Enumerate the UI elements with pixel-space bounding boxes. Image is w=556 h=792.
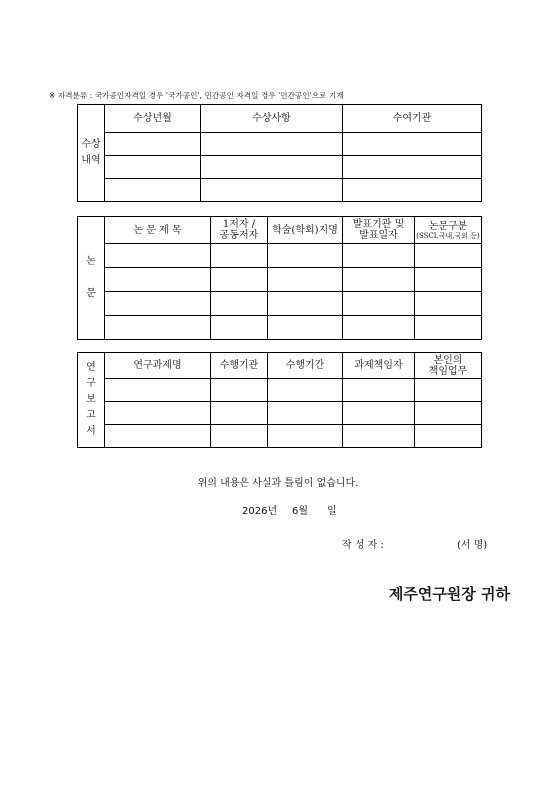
papers-header-cell: 학술(학회)지명 — [268, 217, 343, 244]
papers-header-cell: 논문구분 (SSCI,국내,국외 등) — [415, 217, 482, 244]
table-row — [78, 379, 482, 402]
awards-cell[interactable] — [105, 133, 201, 156]
table-row — [78, 316, 482, 340]
papers-cell[interactable] — [415, 316, 482, 340]
table-row — [78, 179, 482, 202]
date-month: 6월 — [292, 506, 309, 517]
awards-cell[interactable] — [201, 179, 343, 202]
reports-cell[interactable] — [211, 379, 268, 402]
awards-table — [77, 104, 482, 202]
reports-cell[interactable] — [211, 425, 268, 448]
addressee: 제주연구원장 귀하 — [388, 585, 510, 603]
reports-cell[interactable] — [268, 402, 343, 425]
reports-header-cell: 수행기관 — [211, 353, 268, 379]
papers-cell[interactable] — [105, 268, 211, 292]
classification-note: ※ 자격분류 : 국가공인자격일 경우 '국가공인', 민간공인 자격일 경우 '민간공인'으로 기재 — [49, 91, 344, 100]
awards-side-label: 수상 내역 — [78, 105, 105, 202]
reports-cell[interactable] — [415, 379, 482, 402]
table-row — [78, 156, 482, 179]
papers-cell[interactable] — [343, 244, 415, 268]
reports-cell[interactable] — [268, 425, 343, 448]
papers-cell[interactable] — [211, 316, 268, 340]
papers-cell[interactable] — [268, 292, 343, 316]
table-row — [78, 402, 482, 425]
reports-cell[interactable] — [105, 425, 211, 448]
papers-cell[interactable] — [415, 292, 482, 316]
reports-cell[interactable] — [343, 425, 415, 448]
papers-side-label: 논 문 — [78, 217, 105, 340]
reports-cell[interactable] — [268, 379, 343, 402]
awards-cell[interactable] — [343, 179, 482, 202]
awards-header-cell: 수상사항 — [201, 105, 343, 133]
awards-cell[interactable] — [105, 179, 201, 202]
author-label: 작 성 자 : — [342, 540, 384, 551]
date-year: 2026년 — [242, 506, 278, 517]
awards-cell[interactable] — [343, 133, 482, 156]
table-row — [78, 244, 482, 268]
table-row — [78, 292, 482, 316]
papers-cell[interactable] — [105, 316, 211, 340]
awards-header-cell: 수여기관 — [343, 105, 482, 133]
reports-header-cell: 연구과제명 — [105, 353, 211, 379]
papers-header-cell: 발표기관 및 발표일자 — [343, 217, 415, 244]
reports-cell[interactable] — [105, 379, 211, 402]
research-reports-table — [77, 352, 482, 448]
reports-cell[interactable] — [343, 379, 415, 402]
papers-cell[interactable] — [105, 244, 211, 268]
papers-header-cell: 논 문 제 목 — [105, 217, 211, 244]
awards-header-cell: 수상년월 — [105, 105, 201, 133]
papers-cell[interactable] — [211, 244, 268, 268]
reports-cell[interactable] — [211, 402, 268, 425]
date-day: 일 — [327, 506, 337, 517]
reports-header-cell: 수행기간 — [268, 353, 343, 379]
signature-seal: (서 명) — [457, 540, 488, 551]
awards-cell[interactable] — [201, 133, 343, 156]
awards-cell[interactable] — [201, 156, 343, 179]
papers-header-sub: (SSCI,국내,국외 등) — [416, 231, 480, 240]
reports-cell[interactable] — [343, 402, 415, 425]
reports-cell[interactable] — [105, 402, 211, 425]
papers-header-cell: 1저자 / 공동저자 — [211, 217, 268, 244]
papers-cell[interactable] — [268, 268, 343, 292]
papers-cell[interactable] — [415, 268, 482, 292]
papers-table — [77, 216, 482, 340]
table-row — [78, 268, 482, 292]
reports-header-cell: 과제책임자 — [343, 353, 415, 379]
papers-cell[interactable] — [415, 244, 482, 268]
declaration-text: 위의 내용은 사실과 틀림이 없습니다. — [197, 478, 359, 489]
papers-cell[interactable] — [268, 244, 343, 268]
papers-cell[interactable] — [343, 292, 415, 316]
awards-cell[interactable] — [343, 156, 482, 179]
reports-side-label: 연 구 보 고 서 — [78, 353, 105, 448]
papers-cell[interactable] — [343, 316, 415, 340]
reports-cell[interactable] — [415, 425, 482, 448]
papers-cell[interactable] — [343, 268, 415, 292]
papers-cell[interactable] — [105, 292, 211, 316]
papers-cell[interactable] — [211, 268, 268, 292]
papers-cell[interactable] — [211, 292, 268, 316]
papers-cell[interactable] — [268, 316, 343, 340]
reports-header-cell: 본인의 책임업무 — [415, 353, 482, 379]
awards-cell[interactable] — [105, 156, 201, 179]
reports-cell[interactable] — [415, 402, 482, 425]
table-row — [78, 425, 482, 448]
table-row — [78, 133, 482, 156]
